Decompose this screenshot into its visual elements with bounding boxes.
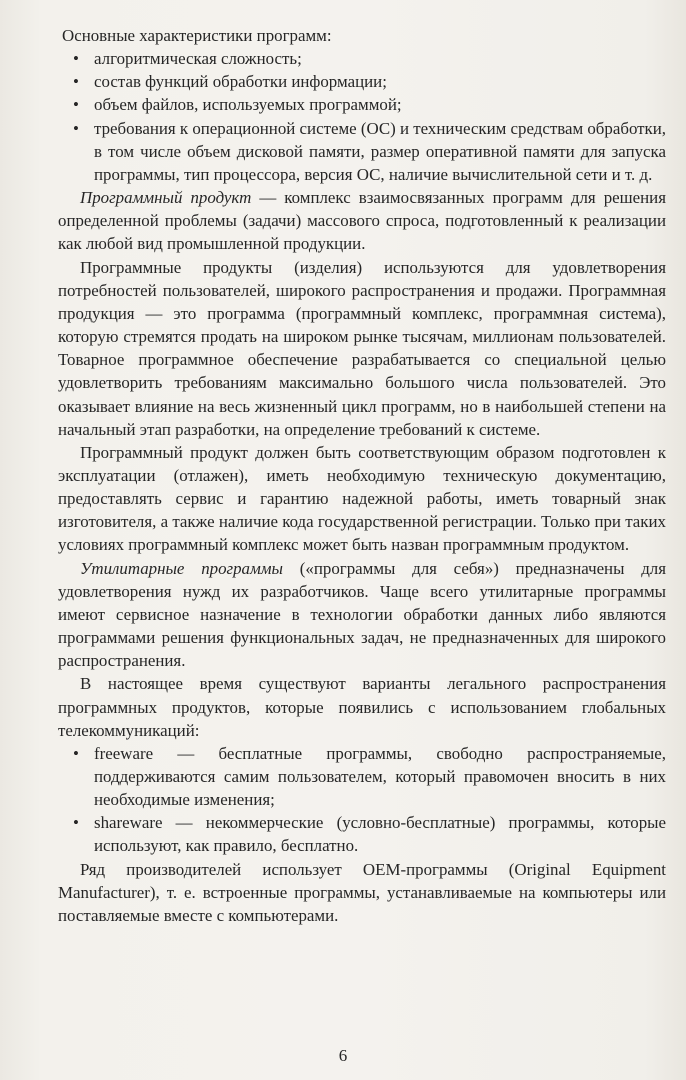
page-number: 6 <box>338 1046 348 1065</box>
list-item: • требования к операционной системе (ОС) и техническим средствам обработки, в том числе объем дисковой памяти, размер оперативной памяти для запуска программы, тип процессора, версия ОС, наличие вычислительной сети и т. д. <box>73 118 667 184</box>
term-software-product: Программный продукт <box>80 188 252 208</box>
characteristics-heading: Основные характеристики программ: <box>62 26 332 45</box>
bullet-icon: • <box>73 72 79 92</box>
bullet-icon: • <box>73 743 79 763</box>
list-item: • состав функций обработки информации; <box>64 70 666 93</box>
paragraph-legal-distribution: В настоящее время существуют варианты легального распространения программных продуктов, которые появились с использованием глобальных телекоммуникаций: <box>58 674 666 740</box>
distribution-list <box>64 742 666 858</box>
bullet-icon: • <box>73 813 79 833</box>
bullet-icon: • <box>73 95 79 115</box>
paragraph-software-product: Программный продукт — комплекс взаимосвязанных программ для решения определенной проблемы (задачи) массового спроса, подготовленный к реализации как любой вид промышленной продукции. <box>58 188 666 254</box>
paragraph-oem: Ряд производителей использует OEM-программы (Original Equipment Manufacturer), т. е. встроенные программы, устанавливаемые на компьютеры или поставляемые вместе с компьютерами. <box>58 859 666 925</box>
paragraph-product-requirements: Программный продукт должен быть соответствующим образом подготовлен к эксплуатации (отлажен), иметь необходимую техническую документацию, предоставлять сервис и гарантию надежной работы, иметь товарный знак изготовителя, а также наличие кода государственной регистрации. Только при таких условиях программный комплекс может быть назван программным продуктом. <box>58 442 666 555</box>
page-content <box>58 24 666 927</box>
paragraph-software-products-intro: Программные продукты (изделия) используются для удовлетворения потребностей пользователей, широкого распространения и продажи. Программная продукция — это программа (программный комплекс, программная система), которую стремятся продать на широком рынке тысячам, миллионам пользователей. Товарное программное обеспечение разрабатывается со специальной целью удовлетворить требованиям максимально большого числа пользователей. Это оказывает влияние на весь жизненный цикл программ, но в наибольшей степени на начальный этап разработки, на определение требований к системе. <box>58 257 666 439</box>
list-item: • freeware — бесплатные программы, свободно распространяемые, поддерживаются самим пользователем, который правомочен вносить в них необходимые изменения; <box>73 743 666 810</box>
list-item: • объем файлов, используемых программой; <box>64 93 666 116</box>
list-item: • shareware — некоммерческие (условно-бесплатные) программы, которые используют, как правило, бесплатно. <box>73 813 666 856</box>
paragraph-utility-programs: Утилитарные программы («программы для себя») предназначены для удовлетворения нужд их разработчиков. Чаще всего утилитарные программы имеют сервисное назначение в технологии обработки данных либо являются программами решения функциональных задач, не предназначенных для широкого распространения. <box>58 558 667 671</box>
bullet-icon: • <box>73 49 79 69</box>
characteristics-list <box>64 47 666 186</box>
term-utility-programs: Утилитарные программы <box>80 558 284 578</box>
bullet-icon: • <box>73 118 79 138</box>
list-item: • алгоритмическая сложность; <box>64 47 666 70</box>
